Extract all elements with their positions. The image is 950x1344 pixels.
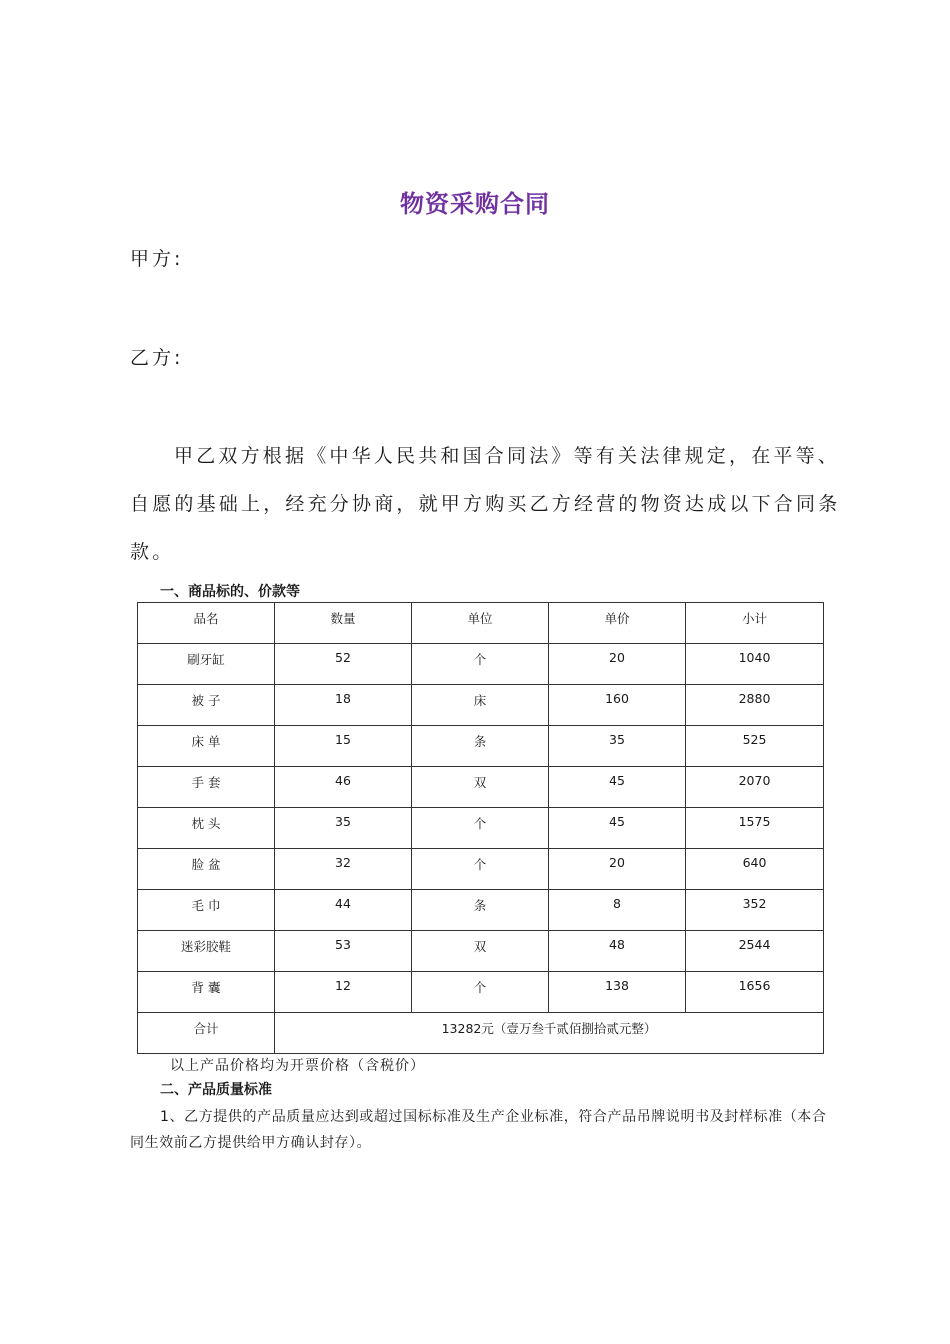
table-cell: 20	[549, 849, 686, 890]
quality-clause-1: 1、乙方提供的产品质量应达到或超过国标标准及生产企业标准，符合产品吊牌说明书及封样标准（本合同生效前乙方提供给甲方确认封存）。	[130, 1109, 827, 1151]
table-cell: 个	[412, 808, 549, 849]
total-row	[138, 1013, 824, 1054]
table-cell: 2544	[686, 931, 824, 972]
table-cell: 迷彩胶鞋	[138, 931, 275, 972]
table-cell: 53	[275, 931, 412, 972]
table-cell: 8	[549, 890, 686, 931]
table-cell: 20	[549, 644, 686, 685]
total-value: 13282元（壹万叁千贰佰捌拾贰元整）	[275, 1013, 824, 1054]
table-cell: 52	[275, 644, 412, 685]
table-cell: 44	[275, 890, 412, 931]
table-cell: 1040	[686, 644, 824, 685]
table-cell: 被 子	[138, 685, 275, 726]
goods-table	[137, 602, 824, 1054]
table-cell: 48	[549, 931, 686, 972]
header-cell: 小计	[686, 603, 824, 644]
party-b-label: 乙方:	[130, 347, 184, 369]
table-cell: 双	[412, 767, 549, 808]
total-label: 合计	[138, 1013, 275, 1054]
header-cell: 品名	[138, 603, 275, 644]
table-cell: 12	[275, 972, 412, 1013]
table-cell: 床 单	[138, 726, 275, 767]
table-cell: 640	[686, 849, 824, 890]
section-1-heading: 一、商品标的、价款等	[160, 584, 300, 600]
table-cell: 脸 盆	[138, 849, 275, 890]
table-row	[138, 644, 824, 685]
table-cell: 45	[549, 808, 686, 849]
table-cell: 46	[275, 767, 412, 808]
table-row	[138, 808, 824, 849]
table-cell: 枕 头	[138, 808, 275, 849]
document-title: 物资采购合同	[400, 189, 550, 218]
table-row	[138, 931, 824, 972]
header-cell: 数量	[275, 603, 412, 644]
price-note: 以上产品价格均为开票价格（含税价）	[170, 1058, 425, 1074]
table-cell: 35	[275, 808, 412, 849]
table-cell: 35	[549, 726, 686, 767]
table-row	[138, 685, 824, 726]
table-cell: 160	[549, 685, 686, 726]
table-cell: 手 套	[138, 767, 275, 808]
table-cell: 525	[686, 726, 824, 767]
table-row	[138, 849, 824, 890]
table-cell: 32	[275, 849, 412, 890]
header-cell: 单价	[549, 603, 686, 644]
table-header-row	[138, 603, 824, 644]
table-cell: 15	[275, 726, 412, 767]
table-row	[138, 890, 824, 931]
table-cell: 个	[412, 849, 549, 890]
section-2-heading: 二、产品质量标准	[160, 1082, 272, 1098]
table-cell: 条	[412, 726, 549, 767]
table-cell: 18	[275, 685, 412, 726]
table-cell: 352	[686, 890, 824, 931]
table-cell: 床	[412, 685, 549, 726]
header-cell: 单位	[412, 603, 549, 644]
table-cell: 个	[412, 644, 549, 685]
table-cell: 个	[412, 972, 549, 1013]
party-a-label: 甲方:	[130, 248, 184, 270]
table-cell: 2070	[686, 767, 824, 808]
table-cell: 毛 巾	[138, 890, 275, 931]
table-cell: 背 囊	[138, 972, 275, 1013]
intro-paragraph: 甲乙双方根据《中华人民共和国合同法》等有关法律规定，在平等、自愿的基础上，经充分协商，就甲方购买乙方经营的物资达成以下合同条款。	[130, 445, 841, 563]
table-cell: 45	[549, 767, 686, 808]
table-row	[138, 726, 824, 767]
table-cell: 1575	[686, 808, 824, 849]
table-cell: 双	[412, 931, 549, 972]
table-cell: 刷牙缸	[138, 644, 275, 685]
table-cell: 2880	[686, 685, 824, 726]
table-row	[138, 972, 824, 1013]
table-cell: 1656	[686, 972, 824, 1013]
table-cell: 条	[412, 890, 549, 931]
table-row	[138, 767, 824, 808]
table-cell: 138	[549, 972, 686, 1013]
